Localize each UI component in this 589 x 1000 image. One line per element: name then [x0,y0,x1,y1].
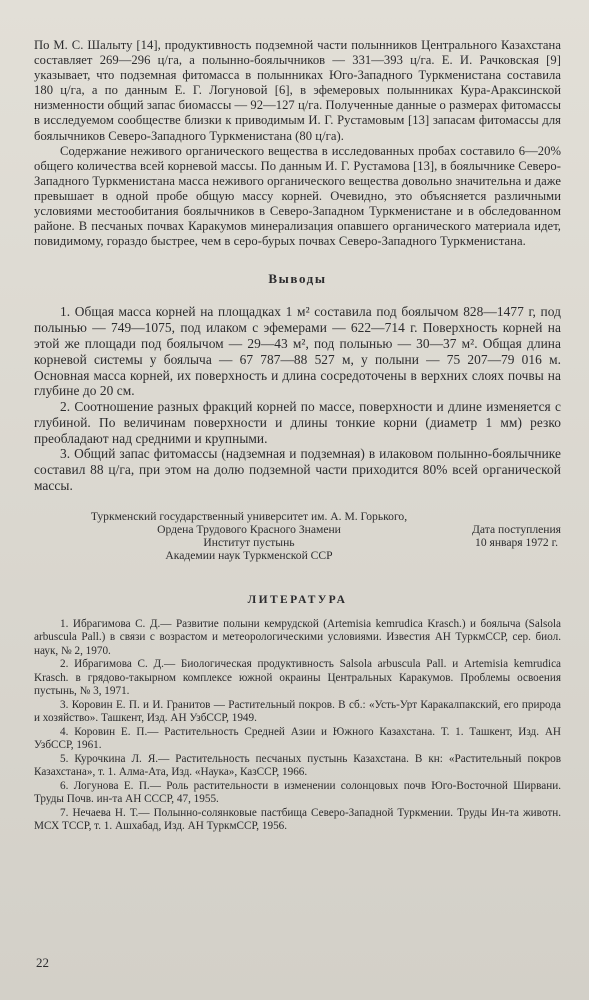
conclusion-item: 2. Соотношение разных фракций корней по массе, поверхности и длине изменяется с глубиной. По величинам поверхности и длины тонкие корни (диаметр 1 мм) резко преобладают над средними и крупными. [34,399,561,446]
conclusions [34,304,561,494]
reference-item: 4. Коровин Е. П.— Растительность Средней Азии и Южного Казахстана. Т. 1. Ташкент, Изд. АН УзбССР, 1961. [34,725,561,752]
body-paragraph: По М. С. Шалыту [14], продуктивность подземной части полынников Центрального Казахстана составляет 269—296 ц/га, а полынно-боялычников — 331—393 ц/га. Е. И. Рачковская [9] указывает, что подземная фитомасса в полынниках Юго-Западного Туркменистана составила 180 ц/га, а по данным Е. Г. Логуновой [6], в эфемеровых полынниках Кура-Араксинской низменности общий запас биомассы — 92—127 ц/га. Полученные данные о размерах фитомассы в исследуемом сообществе близки к приводимым И. Г. Рустамовым [13] запасам фитомассы для боялычников Северо-Западного Туркменистана (80 ц/га). [34,38,561,143]
page-number: 22 [36,955,49,970]
reference-item: 3. Коровин Е. П. и И. Гранитов — Растительный покров. В сб.: «Усть-Урт Каракалпакский, его природа и хозяйство». Ташкент, Изд. АН УзбССР, 1949. [34,698,561,725]
received-value: 10 января 1972 г. [475,535,558,549]
reference-item: 5. Курочкина Л. Я.— Растительность песчаных пустынь Казахстана. В кн: «Растительный покров Казахстана», т. 1. Алма-Ата, Изд. «Наука», КазССР, 1966. [34,752,561,779]
affiliation-block [34,510,561,568]
institution-line: Туркменский государственный университет им. А. М. Горького, [90,509,408,523]
body-paragraph: Содержание неживого органического вещества в исследованных пробах составило 6—20% общего количества всей корневой массы. По данным И. Г. Рустамова [13], в боялычнике Северо-Западного Туркменистана масса неживого органического вещества довольно значительна и даже превышает в одной пробе общую массу корней. Очевидно, это объясняется различными условиями местообитания боялычников в Северо-Западном Туркменистане и в обследованном районе. В песчаных почвах Каракумов минерализация опавшего органического материала идет, повидимому, гораздо быстрее, чем в серо-бурых почвах Северо-Западного Туркменистана. [34,143,561,249]
conclusion-item: 3. Общий запас фитомассы (надземная и подземная) в илаковом полынно-боялычнике составил 88 ц/га, при этом на долю подземной части приходится 80% всей органической массы. [34,446,561,494]
institution-line: Ордена Трудового Красного Знамени [157,522,341,536]
received-label: Дата поступления [471,522,562,536]
institution-line: Институт пустынь [203,535,295,549]
literature-heading: ЛИТЕРАТУРА [247,593,348,606]
references [34,618,561,834]
received-date [449,523,584,549]
body-text [34,38,561,249]
reference-item: 6. Логунова Е. П.— Роль растительности в изменении солонцовых почв Юго-Восточной Ширвани. Труды Почв. ин-та АН СССР, 47, 1955. [34,779,561,806]
reference-item: 1. Ибрагимова С. Д.— Развитие полыни кемрудской (Artemisia kemrudica Krasch.) и боялыча (Salsola arbuscula Pall.) в связи с возрастом и метеорологическими условиями. Известия АН ТуркмССР, сер. биол. наук, № 2, 1970. [34,617,561,657]
reference-item: 7. Нечаева Н. Т.— Полынно-солянковые пастбища Северо-Западной Туркмении. Труды Ин-та животн. МСХ ТССР, т. 1. Ашхабад, Изд. АН ТуркмССР, 1956. [34,806,561,833]
institution [34,510,464,562]
reference-item: 2. Ибрагимова С. Д.— Биологическая продуктивность Salsola arbuscula Pall. и Artemisia kemrudica Krasch. в грядово-такырном комплексе южной окраины Центральных Каракумов. Проблемы освоения пустынь, № 3, 1971. [34,658,561,698]
conclusion-item: 1. Общая масса корней на площадках 1 м² составила под боялычом 828—1477 г, под полынью — 749—1075, под илаком с эфемерами — 622—714 г. Поверхность корней на этой же площади под боялычом — 29—43 м², под полынью — 30—37 м². Общая длина корневой системы у боялыча — 67 787—88 527 м, у полыни — 75 207—79 016 м. Основная масса корней, их поверхность и длина сосредоточены в верхних слоях почвы на глубине до 20 см. [34,304,561,399]
institution-line: Академии наук Туркменской ССР [165,548,333,562]
conclusions-heading: Выводы [268,271,327,287]
